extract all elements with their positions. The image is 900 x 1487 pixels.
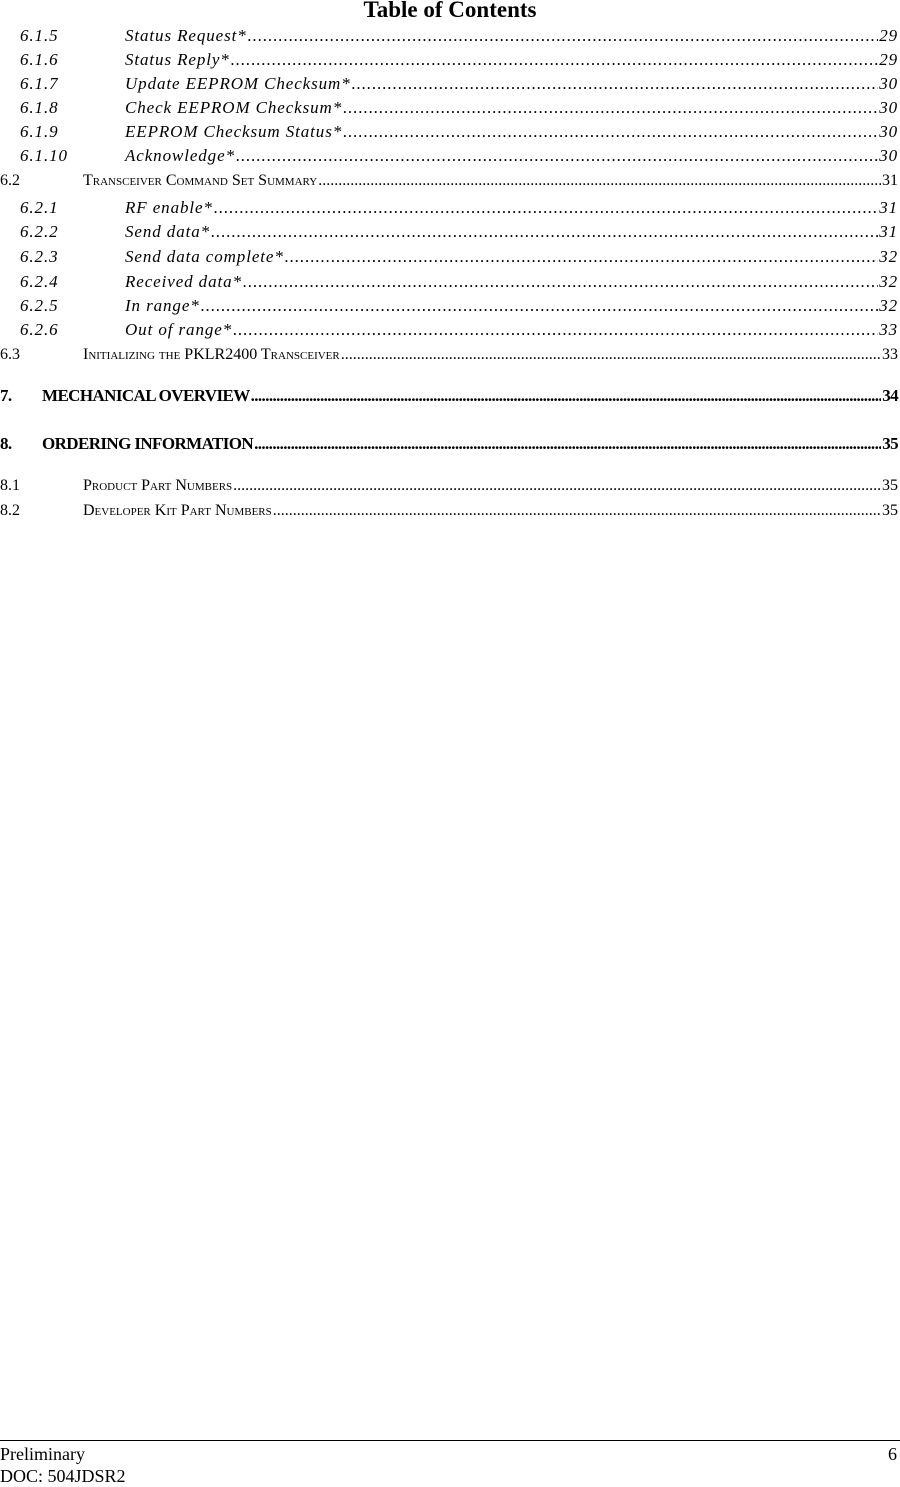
toc-entry-page: 30 bbox=[879, 98, 898, 117]
toc-entry-number: 6.1.7 bbox=[20, 74, 59, 93]
toc-entry-page: 31 bbox=[882, 172, 898, 189]
toc-entry-number: 6.2.5 bbox=[20, 296, 59, 315]
toc-entry[interactable] bbox=[0, 320, 898, 340]
toc-dot-leader bbox=[233, 320, 878, 340]
toc-entry-number: 6.2.6 bbox=[20, 320, 59, 339]
toc-entry-title: Product Part Numbers bbox=[83, 477, 233, 494]
toc-entry-title: Send data complete* bbox=[125, 247, 284, 266]
toc-entry-number: 8. bbox=[0, 434, 12, 453]
toc-entry[interactable] bbox=[0, 146, 898, 166]
toc-entry-number: 6.1.10 bbox=[20, 146, 68, 165]
toc-entry[interactable] bbox=[0, 346, 898, 364]
toc-dot-leader bbox=[231, 50, 878, 70]
toc-entry-title: Send data* bbox=[125, 222, 211, 241]
toc-entry-page: 29 bbox=[879, 26, 898, 45]
toc-entry[interactable] bbox=[0, 296, 898, 316]
toc-entry-number: 6.2 bbox=[0, 172, 20, 189]
toc-entry-page: 30 bbox=[879, 74, 898, 93]
toc-entry-number: 6.1.6 bbox=[20, 50, 59, 69]
toc-entry-title: Initializing the PKLR2400 Transceiver bbox=[83, 346, 340, 363]
toc-entry-title: Status Reply* bbox=[125, 50, 230, 69]
toc-entry-page: 32 bbox=[879, 272, 898, 291]
toc-dot-leader bbox=[236, 146, 878, 166]
toc-entry-page: 29 bbox=[879, 50, 898, 69]
toc-entry-number: 6.2.1 bbox=[20, 198, 59, 217]
toc-entry-title: Transceiver Command Set Summary bbox=[83, 172, 318, 189]
toc-entry-title: EEPROM Checksum Status* bbox=[125, 122, 343, 141]
toc-entry-number: 6.3 bbox=[0, 346, 20, 363]
toc-entry-page: 33 bbox=[882, 346, 898, 363]
toc-dot-leader bbox=[211, 222, 878, 242]
toc-entry-page: 30 bbox=[879, 122, 898, 141]
toc-entry-page: 34 bbox=[882, 386, 898, 405]
toc-dot-leader bbox=[243, 272, 878, 292]
toc-entry-number: 6.2.3 bbox=[20, 247, 59, 266]
toc-dot-leader bbox=[343, 122, 878, 142]
toc-dot-leader bbox=[233, 477, 881, 495]
toc-dot-leader bbox=[352, 74, 879, 94]
toc-entry-page: 32 bbox=[879, 296, 898, 315]
toc-entry-page: 33 bbox=[879, 320, 898, 339]
toc-entry[interactable] bbox=[0, 434, 898, 454]
footer-page-number: 6 bbox=[888, 1444, 897, 1464]
toc-entry-title: ORDERING INFORMATION bbox=[42, 434, 254, 453]
toc-entry-title: Check EEPROM Checksum* bbox=[125, 98, 343, 117]
toc-entry-title: Acknowledge* bbox=[125, 146, 235, 165]
toc-dot-leader bbox=[251, 386, 882, 406]
toc-entry-title: Status Request* bbox=[125, 26, 247, 45]
toc-entry-page: 32 bbox=[879, 247, 898, 266]
footer-status: Preliminary bbox=[0, 1444, 85, 1464]
toc-entry-number: 6.1.8 bbox=[20, 98, 59, 117]
toc-entry-page: 31 bbox=[879, 222, 898, 241]
footer-doc-id: DOC: 504JDSR2 bbox=[0, 1466, 126, 1486]
toc-entry-number: 6.1.5 bbox=[20, 26, 59, 45]
toc-entry-title: RF enable* bbox=[125, 198, 213, 217]
toc-entry[interactable] bbox=[0, 172, 898, 190]
toc-entry[interactable] bbox=[0, 26, 898, 46]
toc-entry-page: 35 bbox=[882, 502, 898, 519]
toc-entry-page: 35 bbox=[882, 434, 898, 453]
toc-entry[interactable] bbox=[0, 98, 898, 118]
toc-entry[interactable] bbox=[0, 477, 898, 495]
toc-entry[interactable] bbox=[0, 122, 898, 142]
toc-entry-number: 7. bbox=[0, 386, 12, 405]
toc-entry-number: 8.1 bbox=[0, 477, 20, 494]
page-title: Table of Contents bbox=[363, 0, 537, 22]
toc-dot-leader bbox=[273, 502, 881, 520]
toc-entry[interactable] bbox=[0, 198, 898, 218]
toc-entry-title: Out of range* bbox=[125, 320, 233, 339]
toc-entry[interactable] bbox=[0, 386, 898, 406]
toc-dot-leader bbox=[254, 434, 881, 454]
toc-entry-page: 30 bbox=[879, 146, 898, 165]
toc-dot-leader bbox=[318, 172, 881, 190]
toc-entry[interactable] bbox=[0, 74, 898, 94]
toc-entry-title: Developer Kit Part Numbers bbox=[83, 502, 272, 519]
toc-dot-leader bbox=[285, 247, 878, 267]
toc-entry[interactable] bbox=[0, 222, 898, 242]
toc-entry-number: 6.1.9 bbox=[20, 122, 59, 141]
toc-entry-number: 6.2.2 bbox=[20, 222, 59, 241]
toc-entry-title: In range* bbox=[125, 296, 200, 315]
footer-left bbox=[0, 1443, 126, 1487]
toc-dot-leader bbox=[343, 98, 878, 118]
toc-entry-number: 8.2 bbox=[0, 502, 20, 519]
toc-dot-leader bbox=[214, 198, 878, 218]
toc-entry-number: 6.2.4 bbox=[20, 272, 59, 291]
toc-dot-leader bbox=[341, 346, 881, 364]
toc-entry-page: 35 bbox=[882, 477, 898, 494]
toc-entry-title: Received data* bbox=[125, 272, 242, 291]
toc-dot-leader bbox=[201, 296, 879, 316]
toc-entry[interactable] bbox=[0, 502, 898, 520]
toc-entry[interactable] bbox=[0, 50, 898, 70]
toc-entry[interactable] bbox=[0, 247, 898, 267]
toc-entry-page: 31 bbox=[879, 198, 898, 217]
toc-entry-title: Update EEPROM Checksum* bbox=[125, 74, 351, 93]
toc-dot-leader bbox=[248, 26, 879, 46]
footer-divider bbox=[0, 1440, 900, 1441]
toc-entry[interactable] bbox=[0, 272, 898, 292]
toc-entry-title: MECHANICAL OVERVIEW bbox=[42, 386, 250, 405]
